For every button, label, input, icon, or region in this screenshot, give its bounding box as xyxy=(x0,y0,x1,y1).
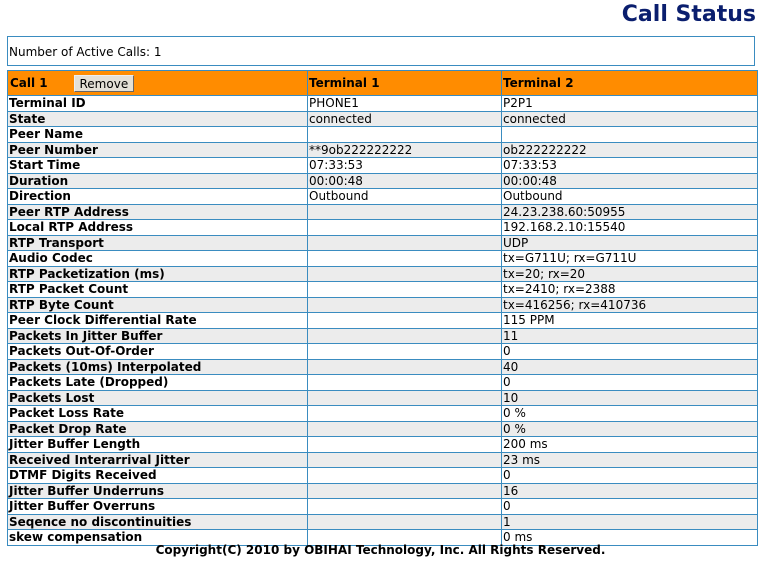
row-label: Packet Drop Rate xyxy=(8,421,308,437)
terminal1-value xyxy=(308,468,502,484)
table-row xyxy=(8,266,758,282)
row-label: Terminal ID xyxy=(8,96,308,112)
remove-call-button[interactable]: Remove xyxy=(74,75,134,92)
row-label: Start Time xyxy=(8,158,308,174)
table-row xyxy=(8,483,758,499)
call-title: Call 1 xyxy=(10,75,48,90)
active-calls-label: Number of Active Calls: xyxy=(9,45,151,59)
row-label: Packets Late (Dropped) xyxy=(8,375,308,391)
terminal1-value: **9ob222222222 xyxy=(308,142,502,158)
terminal2-value xyxy=(502,127,758,143)
active-calls-count: 1 xyxy=(153,45,162,59)
row-label: Direction xyxy=(8,189,308,205)
row-label: Packets (10ms) Interpolated xyxy=(8,359,308,375)
terminal2-value: ob222222222 xyxy=(502,142,758,158)
terminal2-value: 0 % xyxy=(502,421,758,437)
table-row xyxy=(8,297,758,313)
terminal1-value xyxy=(308,204,502,220)
terminal1-value xyxy=(308,344,502,360)
terminal1-value xyxy=(308,437,502,453)
row-label: Peer RTP Address xyxy=(8,204,308,220)
row-label: Duration xyxy=(8,173,308,189)
terminal1-value xyxy=(308,452,502,468)
row-label: RTP Transport xyxy=(8,235,308,251)
terminal2-value: 00:00:48 xyxy=(502,173,758,189)
row-label: Peer Number xyxy=(8,142,308,158)
terminal2-value: P2P1 xyxy=(502,96,758,112)
table-row xyxy=(8,111,758,127)
terminal2-value: 24.23.238.60:50955 xyxy=(502,204,758,220)
table-row xyxy=(8,220,758,236)
terminal1-value xyxy=(308,251,502,267)
row-label: RTP Byte Count xyxy=(8,297,308,313)
terminal2-value: connected xyxy=(502,111,758,127)
copyright-footer: Copyright(C) 2010 by OBIHAI Technology, Inc. All Rights Reserved. xyxy=(155,543,606,557)
call-header-cell xyxy=(8,71,308,96)
terminal1-value xyxy=(308,421,502,437)
row-label: Peer Clock Differential Rate xyxy=(8,313,308,329)
table-row xyxy=(8,328,758,344)
table-row xyxy=(8,421,758,437)
terminal1-value xyxy=(308,375,502,391)
table-row xyxy=(8,514,758,530)
table-row xyxy=(8,235,758,251)
call-status-table xyxy=(7,70,758,546)
table-row xyxy=(8,359,758,375)
table-row xyxy=(8,406,758,422)
terminal1-value: PHONE1 xyxy=(308,96,502,112)
terminal1-value xyxy=(308,282,502,298)
terminal2-value: 07:33:53 xyxy=(502,158,758,174)
terminal2-value: 0 xyxy=(502,499,758,515)
terminal1-value xyxy=(308,406,502,422)
terminal2-value: 192.168.2.10:15540 xyxy=(502,220,758,236)
terminal1-value: Outbound xyxy=(308,189,502,205)
table-row xyxy=(8,189,758,205)
terminal1-value xyxy=(308,235,502,251)
terminal2-value: 11 xyxy=(502,328,758,344)
table-row xyxy=(8,158,758,174)
terminal2-value: 0 xyxy=(502,344,758,360)
table-row xyxy=(8,173,758,189)
terminal1-value: connected xyxy=(308,111,502,127)
table-row xyxy=(8,142,758,158)
row-label: RTP Packetization (ms) xyxy=(8,266,308,282)
row-label: State xyxy=(8,111,308,127)
active-calls-text xyxy=(9,45,162,59)
terminal1-value xyxy=(308,220,502,236)
table-row xyxy=(8,452,758,468)
terminal1-value: 00:00:48 xyxy=(308,173,502,189)
table-row xyxy=(8,437,758,453)
row-label: skew compensation xyxy=(8,530,308,546)
terminal2-value: tx=416256; rx=410736 xyxy=(502,297,758,313)
row-label: Received Interarrival Jitter xyxy=(8,452,308,468)
terminal2-value: 1 xyxy=(502,514,758,530)
terminal2-value: 0 xyxy=(502,375,758,391)
terminal1-value xyxy=(308,313,502,329)
row-label: Packets In Jitter Buffer xyxy=(8,328,308,344)
table-row xyxy=(8,375,758,391)
terminal2-value: 23 ms xyxy=(502,452,758,468)
page-title: Call Status xyxy=(621,2,756,27)
terminal2-value: 10 xyxy=(502,390,758,406)
terminal1-value xyxy=(308,514,502,530)
terminal1-value xyxy=(308,127,502,143)
terminal1-value xyxy=(308,390,502,406)
row-label: Seqence no discontinuities xyxy=(8,514,308,530)
row-label: Packet Loss Rate xyxy=(8,406,308,422)
table-row xyxy=(8,344,758,360)
terminal1-value xyxy=(308,499,502,515)
terminal1-value xyxy=(308,483,502,499)
terminal2-value: 16 xyxy=(502,483,758,499)
row-label: Jitter Buffer Overruns xyxy=(8,499,308,515)
terminal2-value: 0 ms xyxy=(502,530,758,546)
terminal2-value: 0 xyxy=(502,468,758,484)
terminal2-value: tx=2410; rx=2388 xyxy=(502,282,758,298)
table-row xyxy=(8,96,758,112)
terminal2-value: 200 ms xyxy=(502,437,758,453)
terminal1-value: 07:33:53 xyxy=(308,158,502,174)
table-row xyxy=(8,499,758,515)
table-row xyxy=(8,468,758,484)
row-label: RTP Packet Count xyxy=(8,282,308,298)
table-row xyxy=(8,390,758,406)
table-row xyxy=(8,204,758,220)
terminal2-value: UDP xyxy=(502,235,758,251)
row-label: Local RTP Address xyxy=(8,220,308,236)
terminal2-value: tx=G711U; rx=G711U xyxy=(502,251,758,267)
terminal1-value xyxy=(308,328,502,344)
terminal1-value xyxy=(308,297,502,313)
terminal2-value: Outbound xyxy=(502,189,758,205)
terminal2-header: Terminal 2 xyxy=(502,71,758,96)
terminal1-value xyxy=(308,266,502,282)
row-label: Jitter Buffer Length xyxy=(8,437,308,453)
table-row xyxy=(8,127,758,143)
row-label: Peer Name xyxy=(8,127,308,143)
table-row xyxy=(8,282,758,298)
terminal2-value: tx=20; rx=20 xyxy=(502,266,758,282)
active-calls-summary xyxy=(7,36,755,66)
row-label: Packets Lost xyxy=(8,390,308,406)
terminal2-value: 0 % xyxy=(502,406,758,422)
terminal2-value: 40 xyxy=(502,359,758,375)
table-row xyxy=(8,251,758,267)
row-label: Packets Out-Of-Order xyxy=(8,344,308,360)
row-label: Jitter Buffer Underruns xyxy=(8,483,308,499)
table-row xyxy=(8,313,758,329)
terminal1-value xyxy=(308,359,502,375)
row-label: DTMF Digits Received xyxy=(8,468,308,484)
row-label: Audio Codec xyxy=(8,251,308,267)
call-header-row xyxy=(8,71,758,96)
terminal2-value: 115 PPM xyxy=(502,313,758,329)
terminal1-header: Terminal 1 xyxy=(308,71,502,96)
